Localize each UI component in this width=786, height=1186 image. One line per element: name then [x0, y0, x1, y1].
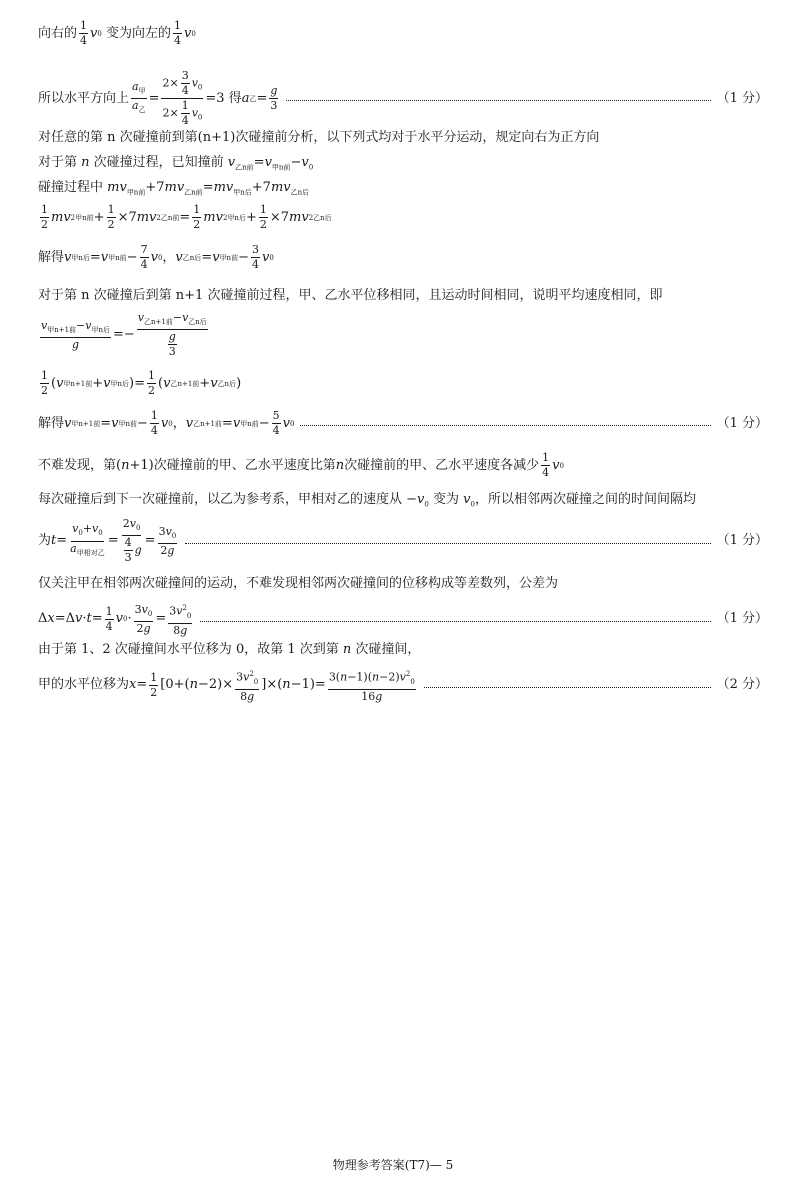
score-4: （1 分）: [716, 611, 768, 627]
line-6: $\frac{1}{2}$ mv 2 甲n前 + $\frac{1}{2}$ ×7 mv 2 乙n前 = $\frac{1}{2}$ mv 2 甲n后 + $\frac{1}{2}$ ×7 mv 2 乙n后: [41, 203, 332, 231]
line-11: 解得 v 甲n+1前 = v 甲n前 − $\frac{1}{4}$ v 0 ， v 乙n+1前 = v 甲n前 − $\frac{5}{4}$ v 0 （1 分）: [38, 409, 768, 437]
line-8: 对于第 n 次碰撞后到第 n+1 次碰撞前过程，甲、乙水平位移相同，且运动时间相同，说明平均速度相同，即: [38, 288, 663, 303]
line-1: 向右的 $\frac{1}{4}$ v 0 变为向左的 $\frac{1}{4}$ v 0: [38, 19, 196, 47]
score-2: （1 分）: [716, 415, 768, 431]
line-18: 甲的水平位移为 x = $\frac{1}{2}$ [0+( n −2)× $\frac{3v^2_0}{8g}$ ]×( n −1)= $\frac{3(n-1)(n-2)v^2_0}{16g}$ （2 分）: [38, 670, 768, 703]
line-5: 碰撞过程中 $mv_{甲n前}+7mv_{乙n前}=mv_{甲n后}+7mv_{乙n后}$: [38, 180, 310, 197]
leader-dots: [424, 687, 711, 688]
score-3: （1 分）: [716, 533, 768, 549]
score-1: （1 分）: [716, 90, 768, 106]
leader-dots: [300, 425, 710, 426]
score-5: （2 分）: [716, 677, 768, 693]
line-13: 每次碰撞后到下一次碰撞前，以乙为参考系，甲相对乙的速度从 $-v_0$ 变为 $v_0$，所以相邻两次碰撞之间的时间间隔均: [38, 492, 696, 509]
leader-dots: [286, 100, 710, 101]
line-15: 仅关注甲在相邻两次碰撞间的运动，不难发现相邻两次碰撞间的位移构成等差数列，公差为: [38, 576, 559, 591]
leader-dots: [200, 621, 710, 622]
line-12: 不难发现，第( n +1)次碰撞前的甲、乙水平速度比第 n 次碰撞前的甲、乙水平速度各减少 $\frac{1}{4}$ v 0: [38, 451, 564, 479]
line-16: Δ x =Δ v · t = $\frac{1}{4}$ v 0 · $\frac{3v_0}{2g}$ = $\frac{3v^2_0}{8g}$ （1 分）: [38, 602, 768, 637]
line-2: 所以水平方向上 $\frac{a_甲}{a_乙}$ = 2× $\frac{3}{4}$ $v_0$ 2× $\frac{1}{4}$ $v_0$ =3 得 a 乙 = $\frac{g}{3}$ （1 分）: [38, 69, 768, 127]
line-9: $\frac{v_{甲n+1前}-v_{甲n后}}{g}$ =− $\frac{v_{乙n+1前}-v_{乙n后}}{\frac{g}{3}}$: [41, 311, 207, 359]
line-4: 对于第 n 次碰撞过程，已知撞前 $v_{乙n前}=v_{甲n前}-v_0$: [38, 155, 314, 172]
line-7: 解得 v 甲n后 = v 甲n前 − $\frac{7}{4}$ v 0 ， v 乙n后 = v 甲n前 − $\frac{3}{4}$ v 0: [38, 243, 274, 271]
leader-dots: [185, 543, 710, 544]
line-3: 对任意的第 n 次碰撞前到第(n+1)次碰撞前分析，以下列式均对于水平分运动，规定向右为正方向: [38, 130, 600, 145]
page-footer: 物理参考答案(T7)— 5: [332, 1158, 454, 1172]
line-17: 由于第 1、2 次碰撞间水平位移为 0，故第 1 次到第 n 次碰撞间，: [38, 642, 421, 657]
line-14: 为 t = $\frac{v_0+v_0}{a_{甲相对乙}}$ = $2v_0$ $\frac{4}{3}$ g = $\frac{3v_0}{2g}$ （1 分）: [38, 517, 768, 565]
line-10: $\frac{1}{2}$ ( v 甲n+1前 + v 甲n后 )= $\frac{1}{2}$ ( v 乙n+1前 + v 乙n后 ): [41, 369, 242, 397]
